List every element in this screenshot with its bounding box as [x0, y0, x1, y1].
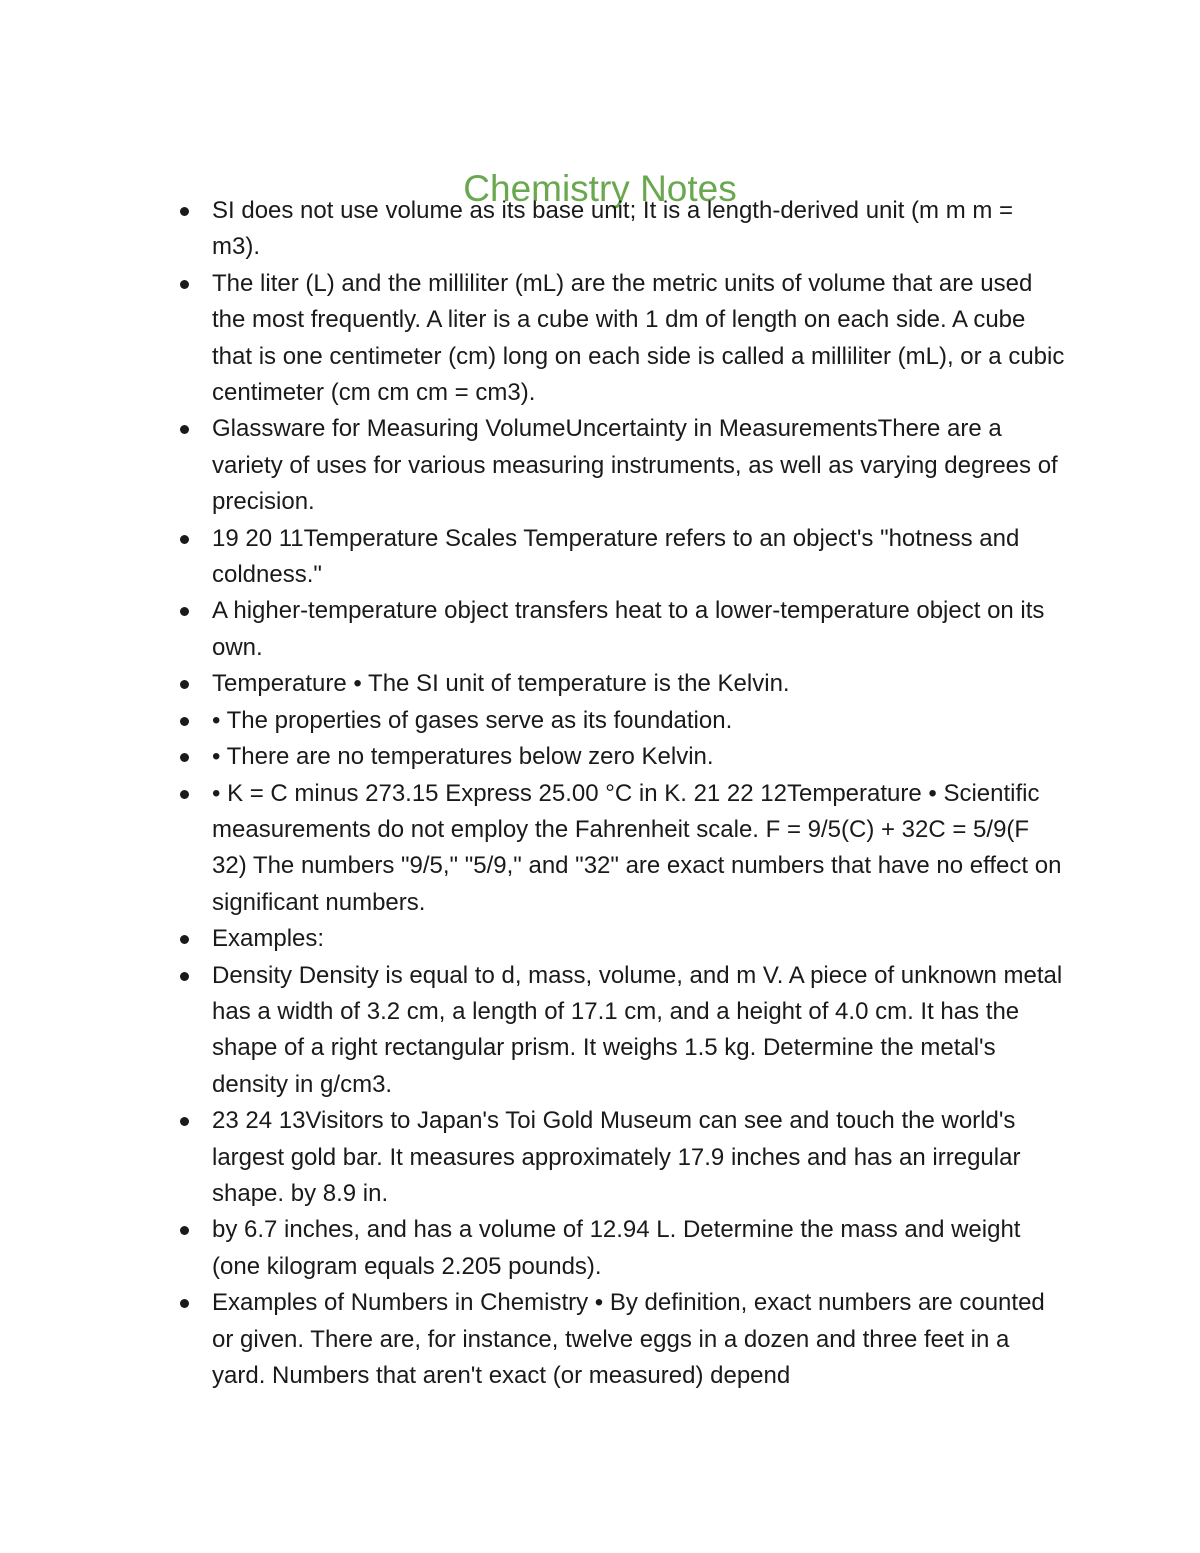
- bullet-dot-icon: [180, 280, 189, 289]
- bullet-dot-icon: [180, 1226, 189, 1235]
- list-item-text: 23 24 13Visitors to Japan's Toi Gold Museum can see and touch the world's largest gold bar. It measures approximately 17.9 inches and has an irregular shape. by 8.9 in.: [212, 1107, 1021, 1207]
- list-item-text: by 6.7 inches, and has a volume of 12.94 L. Determine the mass and weight (one kilogram equals 2.205 pounds).: [212, 1216, 1021, 1280]
- bullet-dot-icon: [180, 753, 189, 762]
- list-item-text: SI does not use volume as its base unit; It is a length-derived unit (m m m = m3).: [212, 197, 1014, 261]
- bullet-dot-icon: [180, 680, 189, 689]
- bullet-dot-icon: [180, 425, 189, 434]
- list-item: [176, 521, 1066, 594]
- list-item-text: The liter (L) and the milliliter (mL) are the metric units of volume that are used the most frequently. A liter is a cube with 1 dm of length on each side. A cube that is one centimeter (cm) long on each side is called a milliliter (mL), or a cubic centimeter (cm cm cm = cm3).: [212, 269, 1065, 407]
- bullet-dot-icon: [180, 717, 189, 726]
- list-item-text: • K = C minus 273.15 Express 25.00 °C in K. 21 22 12Temperature • Scientific measurements do not employ the Fahrenheit scale. F = 9/5(C) + 32C = 5/9(F 32) The numbers "9/5," "5/9," and "32" are exact numbers that have no effect on significant numbers.: [212, 779, 1062, 916]
- notes-list: [176, 193, 1066, 1394]
- list-item: [176, 1285, 1066, 1394]
- list-item: [176, 1103, 1066, 1212]
- bullet-dot-icon: [180, 607, 189, 616]
- list-item: [176, 703, 1066, 739]
- list-item-text: • There are no temperatures below zero Kelvin.: [212, 743, 714, 771]
- list-item: [176, 921, 1066, 957]
- bullet-dot-icon: [180, 1299, 189, 1308]
- list-item: [176, 958, 1066, 1104]
- list-item-text: 19 20 11Temperature Scales Temperature refers to an object's "hotness and coldness.": [212, 524, 1020, 589]
- list-item: [176, 666, 1066, 702]
- list-item: [176, 593, 1066, 666]
- list-item: [176, 776, 1066, 922]
- list-item-text: Glassware for Measuring VolumeUncertainty in MeasurementsThere are a variety of uses for various measuring instruments, as well as varying degrees of precision.: [212, 415, 1058, 516]
- list-item-text: Density Density is equal to d, mass, volume, and m V. A piece of unknown metal has a width of 3.2 cm, a length of 17.1 cm, and a height of 4.0 cm. It has the shape of a right rectangular prism. It weighs 1.5 kg. Determine the metal's density in g/cm3.: [212, 961, 1063, 1098]
- list-item: [176, 411, 1066, 520]
- bullet-dot-icon: [180, 790, 189, 799]
- list-item: [176, 1212, 1066, 1285]
- list-item: [176, 739, 1066, 775]
- list-item: [176, 266, 1066, 412]
- bullet-dot-icon: [180, 1117, 189, 1126]
- list-item-text: Temperature • The SI unit of temperature is the Kelvin.: [212, 670, 790, 698]
- page-title: Chemistry Notes: [463, 167, 737, 209]
- list-item-text: Examples:: [212, 925, 325, 953]
- bullet-dot-icon: [180, 972, 189, 981]
- list-item: [176, 193, 1066, 266]
- bullet-dot-icon: [180, 207, 189, 216]
- list-item-text: • The properties of gases serve as its foundation.: [212, 706, 733, 734]
- bullet-dot-icon: [180, 935, 189, 944]
- list-item-text: Examples of Numbers in Chemistry • By definition, exact numbers are counted or given. There are, for instance, twelve eggs in a dozen and three feet in a yard. Numbers that aren't exact (or measured) depend: [212, 1289, 1045, 1389]
- bullet-dot-icon: [180, 535, 189, 544]
- list-item-text: A higher-temperature object transfers heat to a lower-temperature object on its own.: [212, 597, 1045, 661]
